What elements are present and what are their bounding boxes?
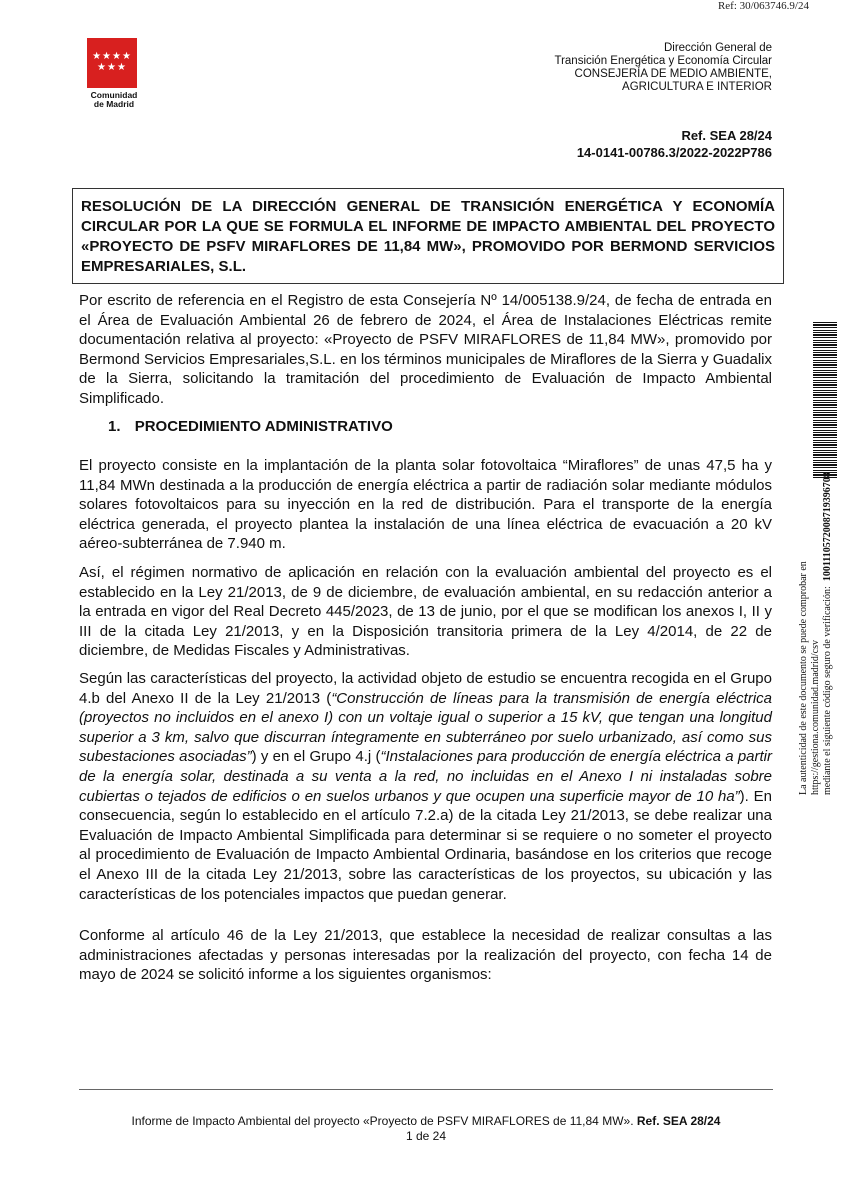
verification-code-label: mediante el siguiente código seguro de verificación: xyxy=(822,586,833,795)
madrid-flag-icon xyxy=(87,38,137,88)
resolution-title: RESOLUCIÓN DE LA DIRECCIÓN GENERAL DE TRANSICIÓN ENERGÉTICA Y ECONOMÍA CIRCULAR POR LA QUE SE FORMULA EL INFORME DE IMPACTO AMBIENTAL DEL PROYECTO «PROYECTO DE PSFV MIRAFLORES DE 11,84 MW», PROMOVIDO POR BERMOND SERVICIOS EMPRESARIALES, S.L. xyxy=(72,188,784,284)
barcode-icon xyxy=(813,322,837,478)
stars-icon: ★★★★ ★★★ xyxy=(92,51,132,73)
document-reference-number: Ref: 30/063746.9/24 xyxy=(717,0,809,12)
reference-block xyxy=(577,127,772,161)
verification-line3 xyxy=(822,472,834,795)
paragraph-regulations: Así, el régimen normativo de aplicación en relación con la evaluación ambiental del proyecto es el establecido en la Ley 21/2013, de 9 de diciembre, de evaluación ambiental, en su redacción anterior a la entrada en vigor del Real Decreto 445/2023, de 13 de junio, por el que se modifican los anexos I, II y III de la citada Ley 21/2013, y en la Disposición transitoria primera de la Ley 4/2014, de 22 de diciembre, de Medidas Fiscales y Administrativas. xyxy=(79,564,772,660)
footer-ref: Ref. SEA 28/24 xyxy=(636,1114,721,1128)
section-number: 1. xyxy=(108,418,121,435)
page-footer xyxy=(79,1114,773,1144)
paragraph-consultations: Conforme al artículo 46 de la Ley 21/2013, que establece la necesidad de realizar consultas a las administraciones afectadas y personas interesadas por la realización del proyecto, con fecha 14 de mayo de 2024 se solicitó informe a los siguientes organismos: xyxy=(79,927,772,984)
p3-quote-group-4j: “Instalaciones para producción de energía eléctrica a partir de la energía solar, destinada a su venta a la red, no incluidas en el Anexo I ni instaladas sobre cubiertas o tejados de edificios o en suelos urbanos y que ocupen una superficie mayor de 10 ha” xyxy=(79,748,772,805)
verification-code: 1001110572008719396708 xyxy=(822,472,833,582)
verification-url[interactable]: https://gestiona.comunidad.madrid/csv xyxy=(810,640,821,795)
intro-paragraph: Por escrito de referencia en el Registro de esta Consejería Nº 14/005138.9/24, de fecha de entrada en el Área de Evaluación Ambiental 26 de febrero de 2024, el Área de Instalaciones Eléctricas remite documentación relativa al proyecto: «Proyecto de PSFV MIRAFLORES de 11,84 MW», promovido por Bermond Servicios Empresariales,S.L. en los términos municipales de Miraflores de la Sierra y Guadalix de la Sierra, solicitando la tramitación del procedimiento de Evaluación de Impacto Ambiental Simplificado. xyxy=(79,292,772,407)
comunidad-de-madrid-logo xyxy=(84,38,144,109)
header-line2: Transición Energética y Economía Circular xyxy=(554,55,772,67)
logo-name-line1: Comunidad xyxy=(90,90,138,100)
section-title: PROCEDIMIENTO ADMINISTRATIVO xyxy=(134,418,393,435)
page-number: 1 de 24 xyxy=(405,1129,447,1143)
p3-quote-group-4b: “Construcción de líneas para la transmisión de energía eléctrica (proyectos no incluidos en el anexo I) con un voltaje igual o superior a 15 kV, que tengan una longitud superior a 3 km, salvo que discurran íntegramente en subterráneo por suelo urbanizado, así como sus subestaciones asociadas” xyxy=(79,689,772,766)
logo-name-line2: de Madrid xyxy=(93,99,135,109)
section-heading xyxy=(108,418,393,435)
p3-text-a: Según las características del proyecto, la actividad objeto de estudio se encuentra recogida en el Grupo 4.b del Anexo II de la Ley 21/2013 ( xyxy=(79,670,772,707)
header-line4: AGRICULTURA E INTERIOR xyxy=(622,81,772,93)
verification-side-text xyxy=(798,472,834,795)
footer-divider xyxy=(79,1089,773,1090)
header-line3: CONSEJERÍA DE MEDIO AMBIENTE, xyxy=(574,68,772,80)
sea-reference: Ref. SEA 28/24 xyxy=(681,128,772,143)
verification-line1: La autenticidad de este documento se puede comprobar en xyxy=(798,561,809,795)
footer-text: Informe de Impacto Ambiental del proyecto «Proyecto de PSFV MIRAFLORES de 11,84 MW». xyxy=(131,1114,634,1128)
p3-text-c: ) y en el Grupo 4.j ( xyxy=(251,748,381,766)
p3-text-e: ). En consecuencia, según lo establecido en el artículo 7.2.a) de la citada Ley 21/2013, se debe realizar una Evaluación de Impacto Ambiental Simplificada para determinar si se requiere o no someter el proyecto al procedimiento de Evaluación de Impacto Ambiental Ordinaria, basándose en los criterios que recoge el Anexo III de la citada Ley 21/2013, sobre las características de los proyectos, su ubicación y las características de los potenciales impactos que puedan generar. xyxy=(79,787,773,903)
paragraph-characteristics xyxy=(79,669,772,904)
issuing-department xyxy=(472,42,772,94)
header-line1: Dirección General de xyxy=(663,42,772,54)
paragraph-project-description: El proyecto consiste en la implantación de la planta solar fotovoltaica “Miraflores” de unas 47,5 ha y 11,84 MWn destinada a la producción de energía eléctrica a partir de radiación solar mediante módulos solares fotovoltaicos para su inyección en la red de distribución. Para el transporte de la energía eléctrica generada, el proyecto plantea la instalación de una línea eléctrica de evacuación a 20 kV aéreo-subterránea de 7.940 m. xyxy=(79,457,772,553)
file-reference: 14-0141-00786.3/2022-2022P786 xyxy=(576,145,772,160)
